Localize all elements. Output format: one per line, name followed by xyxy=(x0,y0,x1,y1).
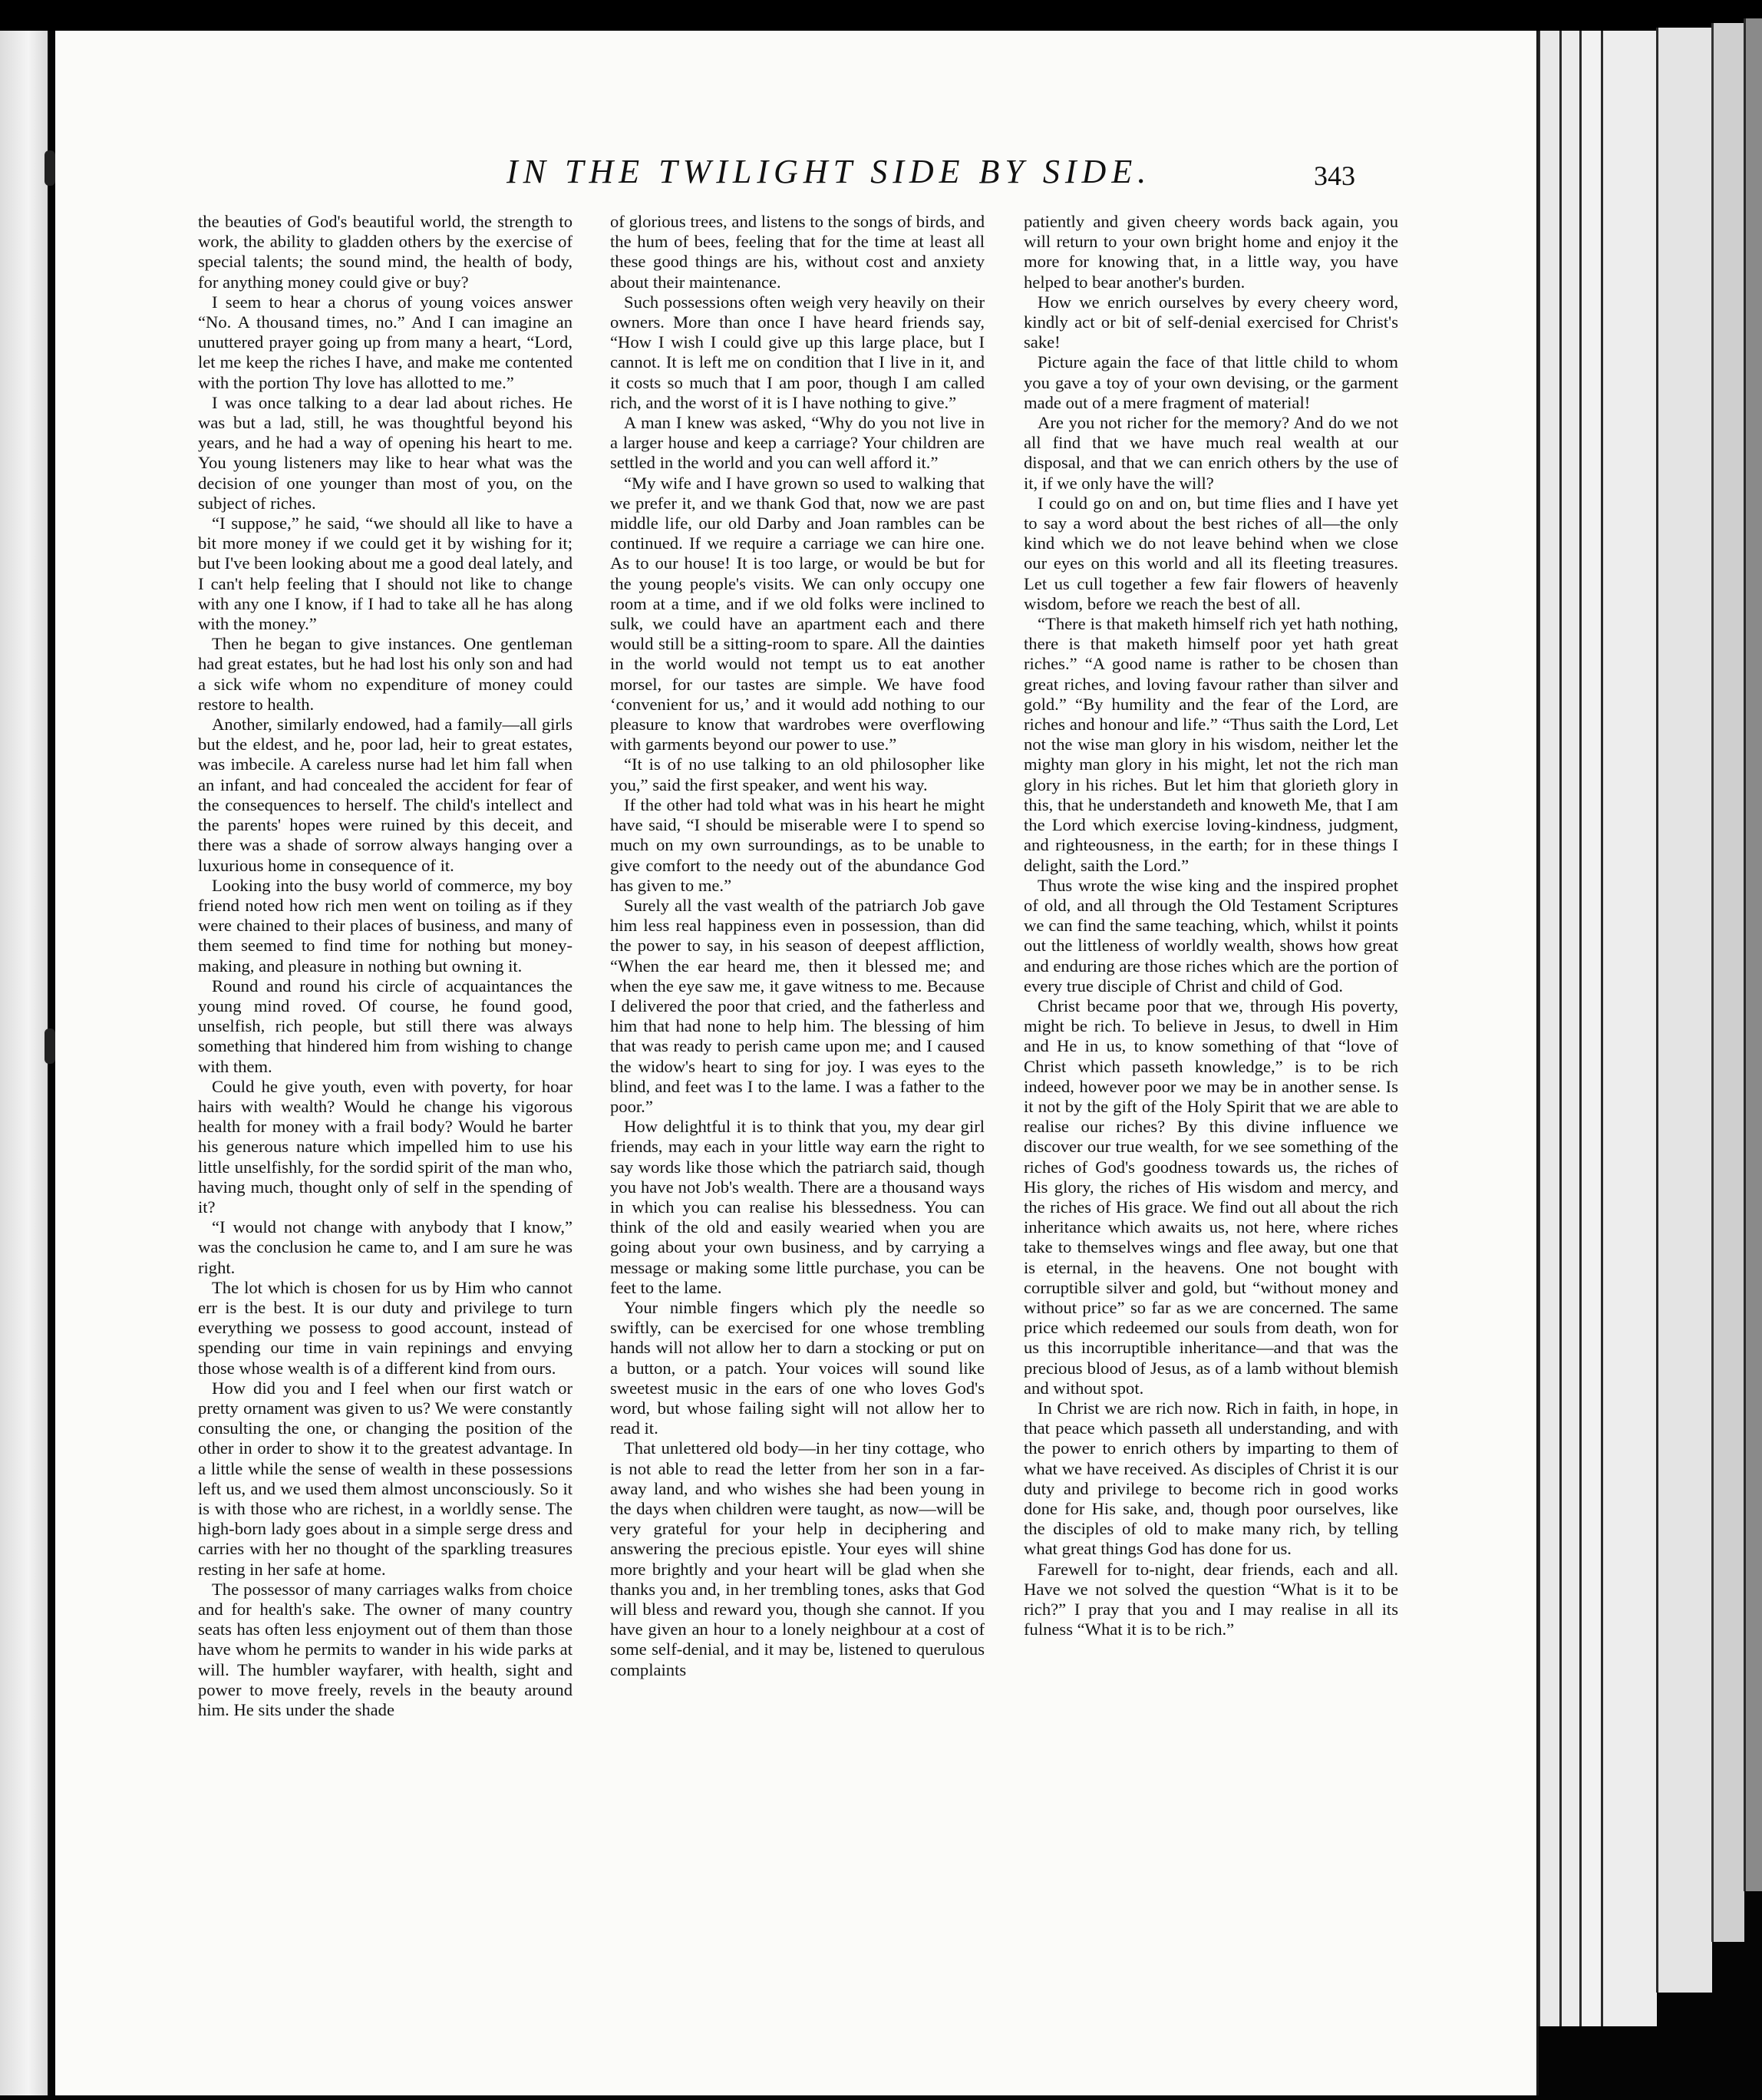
page-number: 343 xyxy=(1314,160,1355,191)
paragraph: That unlettered old body—in her tiny cottage, who is not able to read the letter from her son in a far-away land, and who wishes she had been young in the days when children were taught, as now—will be very grateful for your help in deciphering and answering the precious epistle. Your eyes will shine more brightly and your heart will be glad when she thanks you and, in her trembling tones, asks that God will bless and reward you, though she cannot. If you have given an hour to a lonely neighbour at a cost of some self-denial, and it may be, listened to querulous complaints xyxy=(610,1438,985,1679)
paragraph: Round and round his circle of acquaintances the young mind roved. Of course, he found good, unselfish, rich people, but still there was always something that hindered him from wishing to change with them. xyxy=(198,976,572,1076)
paragraph: Your nimble fingers which ply the needle so swiftly, can be exercised for one whose trembling hands will not allow her to darn a stocking or put on a button, or a patch. Your voices will sound like sweetest music in the ears of one who loves God's word, but whose failing sight will not allow her to read it. xyxy=(610,1297,985,1438)
paragraph: In Christ we are rich now. Rich in faith, in hope, in that peace which passeth all understanding, and with the power to enrich others by imparting to them of what we have received. As disciples of Christ it is our duty and privilege to become rich in good works done for His sake, and, though poor ourselves, like the disciples of old to make many rich, by telling what great things God has done for us. xyxy=(1024,1398,1398,1559)
paragraph: “It is of no use talking to an old philosopher like you,” said the first speaker, and went his way. xyxy=(610,754,985,794)
paragraph: “I suppose,” he said, “we should all like to have a bit more money if we could get it by wishing for it; but I've been looking about me a good deal lately, and I can't help feeling that I should not like to change with any one I know, if I had to take all he has along with the money.” xyxy=(198,513,572,634)
paragraph: the beauties of God's beautiful world, the strength to work, the ability to gladden others by the exercise of special talents; the sound mind, the health of body, for anything money could give or buy? xyxy=(198,212,572,292)
paragraph: Are you not richer for the memory? And do we not all find that we have much real wealth at our disposal, and that we can enrich others by the use of it, if we only have the will? xyxy=(1024,413,1398,493)
paragraph: I could go on and on, but time flies and I have yet to say a word about the best riches of all—the only kind which we do not leave behind when we close our eyes on this world and all its fleeting treasures. Let us cull together a few fair flowers of heavenly wisdom, before we reach the best of all. xyxy=(1024,493,1398,613)
page-stack-edge xyxy=(1601,31,1657,2026)
paragraph: Thus wrote the wise king and the inspired prophet of old, and all through the Old Testament Scriptures we can find the same teaching, which, whilst it points out the littleness of worldly wealth, shows how great and enduring are those riches which are the portion of every true disciple of Christ and child of God. xyxy=(1024,875,1398,996)
page-stack-edge xyxy=(1538,31,1560,2026)
paragraph: Surely all the vast wealth of the patriarch Job gave him less real happiness even in possession, than did the power to say, in his season of deepest affliction, “When the ear heard me, then it blessed me; and when the eye saw me, it gave witness to me. Because I delivered the poor that cried, and the fatherless and him that had none to help him. The blessing of him that was ready to perish came upon me; and I caused the widow's heart to sing for joy. I was eyes to the blind, and feet was I to the lame. I was a father to the poor.” xyxy=(610,895,985,1116)
paragraph: A man I knew was asked, “Why do you not live in a larger house and keep a carriage? Your children are settled in the world and you can well afford it.” xyxy=(610,413,985,473)
page-header xyxy=(476,150,1473,204)
page-stack-edge xyxy=(1744,18,1762,1891)
text-column-2 xyxy=(610,212,985,2000)
paragraph: How we enrich ourselves by every cheery word, kindly act or bit of self-denial exercised for Christ's sake! xyxy=(1024,292,1398,352)
text-column-1 xyxy=(198,212,572,2000)
binding-clip xyxy=(45,150,55,186)
paragraph: If the other had told what was in his heart he might have said, “I should be miserable were I to spend so much on my own surroundings, as to be unable to give comfort to the needy out of the abundance God has given to me.” xyxy=(610,794,985,895)
page-stack-edge xyxy=(1711,23,1744,1942)
paragraph: I seem to hear a chorus of young voices answer “No. A thousand times, no.” And I can imagine an unuttered prayer going up from many a heart, “Lord, let me keep the riches I have, and make me contented with the portion Thy love has allotted to me.” xyxy=(198,292,572,392)
paragraph: Such possessions often weigh very heavily on their owners. More than once I have heard friends say, “How I wish I could give up this large place, but I cannot. It is left me on condition that I live in it, and it costs so much that I am poor, though I am called rich, and the worst of it is I have nothing to give.” xyxy=(610,292,985,412)
paragraph: How did you and I feel when our first watch or pretty ornament was given to us? We were constantly consulting the one, or changing the position of the other in order to show it to the greatest advantage. In a little while the sense of wealth in these possessions left us, and we used them almost unconsciously. So it is with those who are richest, in a worldly sense. The high-born lady goes about in a simple serge dress and carries with her no thought of the sparkling treasures resting in her safe at home. xyxy=(198,1378,572,1579)
paragraph: Then he began to give instances. One gentleman had great estates, but he had lost his only son and had a sick wife whom no expenditure of money could restore to health. xyxy=(198,634,572,714)
paragraph: Christ became poor that we, through His poverty, might be rich. To believe in Jesus, to dwell in Him and He in us, to know something of that “love of Christ which passeth knowledge,” is to be rich indeed, however poor we may be in another sense. Is it not by the gift of the Holy Spirit that we are able to realise our riches? By this divine influence we discover our true wealth, for we see something of the riches of God's goodness towards us, the riches of His glory, the riches of His wisdom and mercy, and the riches of His grace. We find out all about the rich inheritance which awaits us, not here, where riches take to themselves wings and flee away, but one that is eternal, in the heavens. One not bought with corruptible silver and gold, but “without money and without price” so far as we are concerned. The same price which redeemed our souls from death, won for us this incorruptible inheritance—and that was the precious blood of Jesus, as of a lamb without blemish and without spot. xyxy=(1024,996,1398,1398)
paragraph: Picture again the face of that little child to whom you gave a toy of your own devising, or the garment made out of a mere fragment of material! xyxy=(1024,352,1398,412)
binding-clip xyxy=(45,1029,55,1064)
paragraph: The possessor of many carriages walks from choice and for health's sake. The owner of many country seats has often less enjoyment out of them than those have whom he permits to wander in his wide parks at will. The humbler wayfarer, with health, sight and power to move freely, revels in the beauty around him. He sits under the shade xyxy=(198,1579,572,1720)
paragraph: “My wife and I have grown so used to walking that we prefer it, and we thank God that, now we are past middle life, our old Darby and Joan rambles can be continued. If we require a carriage we can hire one. As to our house! It is too large, or would be but for the young people's visits. We can only occupy one room at a time, and if we old folks were inclined to sulk, we could have an apartment each and there would still be a sitting-room to spare. All the dainties in the world would not tempt us to eat another morsel, for our tastes are simple. We have food ‘convenient for us,’ and it would add nothing to our pleasure to know that wardrobes were overflowing with garments beyond our power to use.” xyxy=(610,473,985,754)
previous-page-edge xyxy=(0,31,49,2095)
text-column-3 xyxy=(1024,212,1398,2000)
paragraph: The lot which is chosen for us by Him who cannot err is the best. It is our duty and privilege to turn everything we possess to good account, instead of spending our time in vain repinings and envying those whose wealth is of a different kind from ours. xyxy=(198,1277,572,1378)
paragraph: How delightful it is to think that you, my dear girl friends, may each in your little way earn the right to say words like those which the patriarch said, though you have not Job's wealth. There are a thousand ways in which you can realise his blessedness. You can think of the old and easily wearied when you are going about your own business, and by carrying a message or making some little purchase, you can be feet to the lame. xyxy=(610,1117,985,1297)
page-stack-edge xyxy=(1579,31,1602,2026)
paragraph: I was once talking to a dear lad about riches. He was but a lad, still, he was thoughtful beyond his years, and he had a way of opening his heart to me. You young listeners may like to hear what was the decision of one younger than most of you, on the subject of riches. xyxy=(198,392,572,513)
paragraph: “There is that maketh himself rich yet hath nothing, there is that maketh himself poor yet hath great riches.” “A good name is rather to be chosen than great riches, and loving favour rather than silver and gold.” “By humility and the fear of the Lord, are riches and honour and life.” “Thus saith the Lord, Let not the wise man glory in his wisdom, neither let the mighty man glory in his might, let not the rich man glory in his riches. But let him that glorieth glory in this, that he understandeth and knoweth Me, that I am the Lord which exercise loving-kindness, judgment, and righteousness, in the earth; for in these things I delight, saith the Lord.” xyxy=(1024,614,1398,875)
page-stack-edge xyxy=(1559,31,1580,2026)
page-stack-edge xyxy=(1656,28,1712,1993)
paragraph: of glorious trees, and listens to the songs of birds, and the hum of bees, feeling that for the time at least all these good things are his, without cost and anxiety about their maintenance. xyxy=(610,212,985,292)
paragraph: Farewell for to-night, dear friends, each and all. Have we not solved the question “What is it to be rich?” I pray that you and I may realise in all its fulness “What it is to be rich.” xyxy=(1024,1559,1398,1639)
scan-border-top xyxy=(0,0,1762,31)
paragraph: patiently and given cheery words back again, you will return to your own bright home and enjoy it the more for knowing that, in a little way, you have helped to bear another's burden. xyxy=(1024,212,1398,292)
paragraph: Another, similarly endowed, had a family—all girls but the eldest, and he, poor lad, heir to great estates, was imbecile. A careless nurse had let him fall when an infant, and had concealed the accident for fear of the consequences to herself. The child's intellect and the parents' hopes were ruined by this deceit, and there was a shade of sorrow always hanging over a luxurious home in consequence of it. xyxy=(198,715,572,875)
paragraph: Looking into the busy world of commerce, my boy friend noted how rich men went on toiling as if they were chained to their places of business, and many of them seemed to find time for nothing but money-making, and pleasure in nothing but owning it. xyxy=(198,875,572,976)
running-title: IN THE TWILIGHT SIDE BY SIDE. xyxy=(506,153,1152,190)
paragraph: Could he give youth, even with poverty, for hoar hairs with wealth? Would he change his vigorous health for money with a frail body? Would he barter his generous nature which impelled him to use his little unselfishly, for the sordid spirit of the man who, having much, thought only of self in the spending of it? xyxy=(198,1076,572,1217)
paragraph: “I would not change with anybody that I know,” was the conclusion he came to, and I am sure he was right. xyxy=(198,1217,572,1277)
